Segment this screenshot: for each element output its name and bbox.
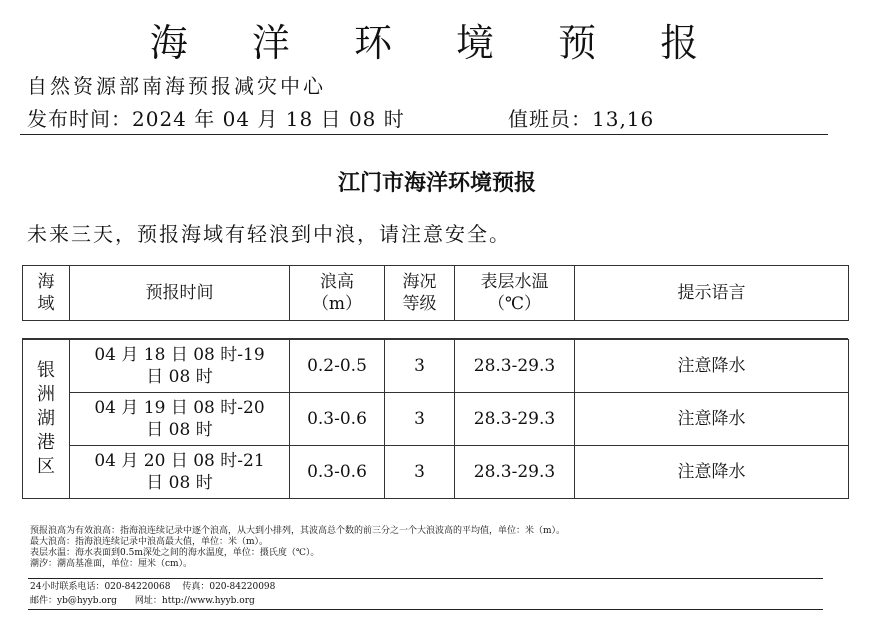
time-cell: 04 月 18 日 08 时-19 日 08 时	[70, 340, 290, 393]
contact-email-web: 邮件：yb@hyyb.org 网址：http://www.hyyb.org	[30, 596, 255, 606]
sst-cell: 28.3-29.3	[455, 446, 575, 499]
notes-block	[30, 526, 565, 570]
forecast-table	[22, 339, 849, 499]
contact-phone: 24小时联系电话：020-84220068 传真：020-84220098	[30, 582, 276, 592]
time-cell: 04 月 19 日 08 时-20 日 08 时	[70, 393, 290, 446]
table-row	[23, 340, 849, 393]
table-row	[23, 393, 849, 446]
sst-cell: 28.3-29.3	[455, 340, 575, 393]
tip-cell: 注意降水	[575, 340, 849, 393]
column-header-time: 预报时间	[70, 266, 290, 321]
organization-name: 自然资源部南海预报减灾中心	[27, 74, 326, 98]
city-forecast-title: 江门市海洋环境预报	[337, 171, 536, 196]
column-header-area: 海 域	[23, 266, 70, 321]
note-line: 最大浪高：指海浪连续记录中浪高最大值，单位：米（m）。	[30, 537, 269, 547]
wave-cell: 0.3-0.6	[290, 393, 385, 446]
note-line: 潮汐：潮高基准面，单位：厘米（cm）。	[30, 559, 193, 569]
table-spacer	[22, 319, 848, 339]
note-line: 预报浪高为有效浪高：指海浪连续记录中逐个浪高，从大到小排列，其波高总个数的前三分之一个大浪波高的平均值，单位：米（m）。	[30, 526, 566, 536]
note-line: 表层水温：海水表面到0.5m深处之间的海水温度，单位：摄氏度（℃）。	[30, 548, 320, 558]
duty-officer: 值班员：13,16	[508, 107, 655, 131]
footer-divider-bottom	[28, 609, 823, 610]
sea-state-cell: 3	[385, 393, 455, 446]
tip-cell: 注意降水	[575, 446, 849, 499]
area-cell: 银 洲 湖 港 区	[23, 340, 70, 499]
footer-divider-top	[28, 578, 823, 579]
issue-time: 发布时间：2024 年 04 月 18 日 08 时	[27, 107, 405, 131]
wave-cell: 0.2-0.5	[290, 340, 385, 393]
tip-cell: 注意降水	[575, 393, 849, 446]
column-header-sea-temperature: 表层水温 （℃）	[455, 266, 575, 321]
sea-state-cell: 3	[385, 340, 455, 393]
sst-cell: 28.3-29.3	[455, 393, 575, 446]
document-title: 海 洋 环 境 预 报	[149, 21, 725, 65]
forecast-table-header	[22, 265, 849, 321]
time-cell: 04 月 20 日 08 时-21 日 08 时	[70, 446, 290, 499]
sea-state-cell: 3	[385, 446, 455, 499]
table-row	[23, 446, 849, 499]
column-header-wave-height: 浪高 （m）	[290, 266, 385, 321]
column-header-sea-state: 海况 等级	[385, 266, 455, 321]
column-header-tip: 提示语言	[575, 266, 849, 321]
header-divider	[20, 134, 828, 135]
wave-cell: 0.3-0.6	[290, 446, 385, 499]
forecast-summary: 未来三天，预报海域有轻浪到中浪，请注意安全。	[27, 222, 511, 246]
